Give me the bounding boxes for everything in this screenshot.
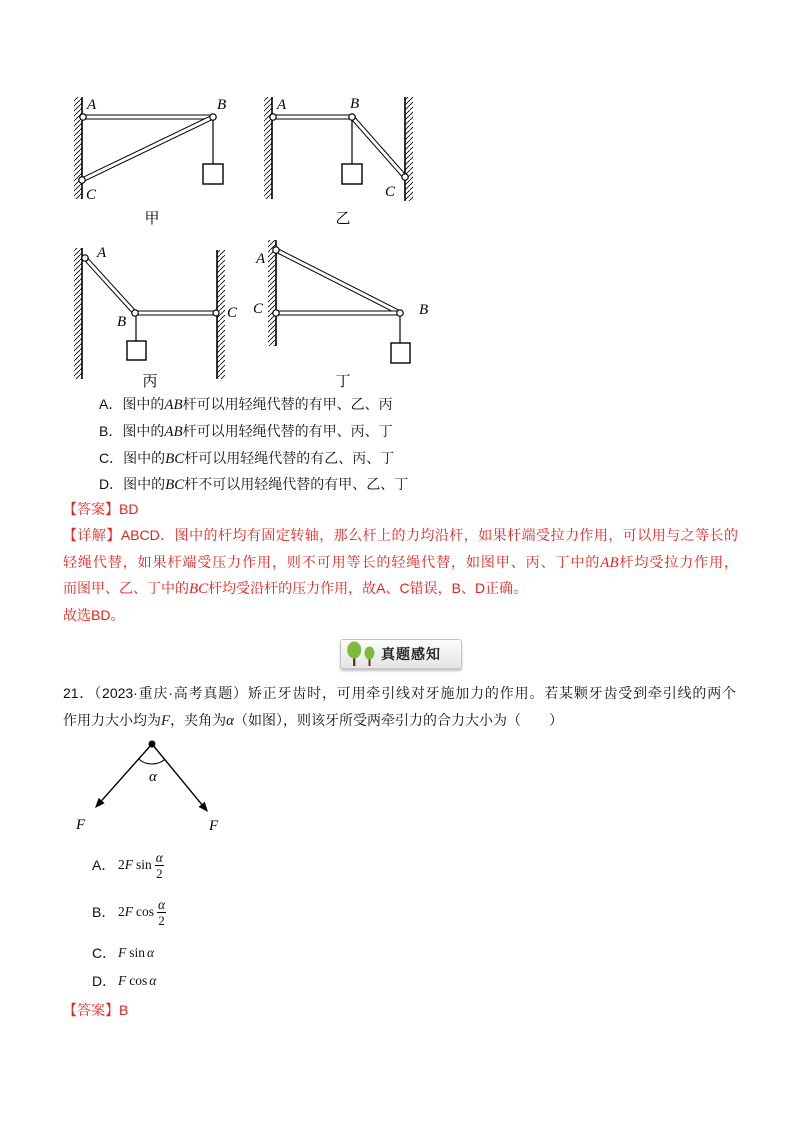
formula-variable: F <box>118 945 127 960</box>
formula-variable: F <box>124 904 133 919</box>
fraction-numerator: α <box>155 849 163 865</box>
formula-function: cos <box>129 973 148 988</box>
question-number: 21． <box>63 685 95 701</box>
label-a: A <box>256 251 266 267</box>
question-text: ，夹角为 <box>170 712 227 728</box>
pin-b <box>349 114 355 120</box>
figure-caption: 乙 <box>335 211 351 227</box>
q21-option-c <box>92 943 154 963</box>
wall-hatch-left <box>264 97 272 199</box>
weight-block <box>391 343 410 363</box>
q20-option-b <box>99 421 393 441</box>
answer-value: B <box>119 1002 129 1018</box>
rod-name: BC <box>165 451 185 467</box>
option-text: 图中的 <box>123 476 166 492</box>
section-badge <box>340 639 462 669</box>
tooth-point <box>149 741 156 748</box>
formula-argument: α <box>149 973 157 988</box>
label-a: A <box>87 97 97 113</box>
label-a: A <box>277 97 287 113</box>
formula-variable: F <box>124 857 133 872</box>
pin-b <box>210 114 216 120</box>
option-text: 杆可以用轻绳代替的有甲、乙、丙 <box>182 396 393 412</box>
option-text: 图中的 <box>122 423 165 439</box>
explanation-text: ABCD．图中的杆均有固定转轴，那么杆上的力均沿杆，如果杆端受拉力作用，可以用与之等长的 <box>120 527 738 543</box>
option-formula <box>118 973 156 989</box>
explanation-label: 【详解】 <box>63 527 121 543</box>
figure-bing <box>74 245 238 390</box>
question-text: 矫正牙齿时，可用牵引线对牙施加力的作用。若某颗牙齿受到牵引线的两个 <box>247 685 737 701</box>
force-arrow-left <box>102 744 152 801</box>
option-letter: D． <box>92 973 117 989</box>
figure-caption: 甲 <box>144 211 160 227</box>
pin-c <box>273 310 279 316</box>
option-letter: C． <box>92 945 117 961</box>
explanation-text: 而图甲、乙、丁中的 <box>63 580 189 596</box>
weight-block <box>342 164 362 184</box>
rod-name: AB <box>164 397 183 413</box>
explanation-line-1 <box>63 525 738 545</box>
explanation-text: 杆均受沿杆的压力作用，故A、C错误，B、D正确。 <box>208 580 528 596</box>
rod-figures <box>0 0 800 392</box>
option-text: 图中的 <box>123 450 166 466</box>
q21-option-a <box>92 849 164 881</box>
wall-hatch <box>74 97 82 199</box>
question-text: 作用力大小均为 <box>63 712 161 728</box>
label-a: A <box>97 245 107 261</box>
fraction-numerator: α <box>158 896 166 912</box>
answer-label: 【答案】 <box>63 1002 119 1018</box>
section-badge-label: 真题感知 <box>381 646 441 662</box>
option-formula <box>118 945 154 961</box>
explanation-conclusion: 故选BD。 <box>63 607 125 623</box>
angle-label: α <box>149 769 157 785</box>
option-formula <box>118 897 166 928</box>
pin-a <box>273 247 279 253</box>
tree-icon <box>345 641 379 667</box>
option-letter: B． <box>92 904 116 920</box>
option-letter: A． <box>92 857 116 873</box>
q20-answer <box>63 499 138 519</box>
force-label-right: F <box>209 818 219 834</box>
formula-fraction <box>157 897 166 928</box>
wall-hatch-left <box>74 248 82 379</box>
q21-answer <box>63 1000 128 1020</box>
wall-hatch <box>268 240 276 346</box>
figure-caption: 丁 <box>335 374 351 390</box>
fraction-denominator: 2 <box>156 865 163 881</box>
weight-block <box>127 341 146 360</box>
fraction-denominator: 2 <box>158 912 165 928</box>
answer-value: BD <box>119 501 139 517</box>
rod-ab <box>84 257 137 315</box>
option-text: 杆不可以用轻绳代替的有甲、乙、丁 <box>184 476 409 492</box>
rod-name: BC <box>165 477 185 493</box>
pin-a <box>80 114 86 120</box>
pin-c <box>79 177 85 183</box>
question-text: （如图），则该牙所受两牵引力的合力大小为（ ） <box>234 712 564 728</box>
pin-a <box>82 255 88 261</box>
rod-ab <box>275 248 401 315</box>
force-figure <box>60 730 240 840</box>
option-letter: A． <box>99 396 123 412</box>
q20-option-d <box>99 474 408 494</box>
question-source: （2023·重庆·高考真题） <box>94 685 248 701</box>
rod-name: BC <box>189 581 209 597</box>
pin-a <box>270 114 276 120</box>
tree-crown <box>365 647 375 660</box>
label-c: C <box>86 187 97 203</box>
angle-arc <box>139 759 165 764</box>
formula-argument: α <box>147 945 155 960</box>
figure-caption: 丙 <box>142 374 158 390</box>
force-arrow-right <box>152 744 202 804</box>
q21-stem-line-2 <box>63 710 563 730</box>
force-label-left: F <box>76 817 86 833</box>
pin-c <box>402 174 408 180</box>
formula-fraction <box>155 850 164 881</box>
angle-symbol: α <box>226 713 235 729</box>
label-c: C <box>227 305 238 321</box>
label-b: B <box>117 314 127 330</box>
option-text: 杆可以用轻绳代替的有乙、丙、丁 <box>184 450 395 466</box>
q20-option-c <box>99 448 394 468</box>
label-c: C <box>385 184 396 200</box>
force-symbol: F <box>161 713 171 729</box>
rod-ab <box>83 115 213 119</box>
q20-option-a <box>99 394 393 414</box>
pin-b <box>397 310 403 316</box>
label-b: B <box>350 96 360 112</box>
formula-coefficient: 2 <box>118 904 125 919</box>
option-letter: D． <box>99 476 124 492</box>
label-c: C <box>253 301 264 317</box>
explanation-text: 杆均受拉力作用， <box>618 554 739 570</box>
option-formula <box>118 850 164 881</box>
tree-crown <box>347 642 361 659</box>
q21-option-d <box>92 971 156 991</box>
option-text: 杆可以用轻绳代替的有甲、丙、丁 <box>182 423 393 439</box>
weight-block <box>203 164 223 184</box>
figure-yi <box>264 96 413 227</box>
pin-b <box>132 310 138 316</box>
wall-hatch-right <box>405 97 413 201</box>
label-b: B <box>419 302 429 318</box>
formula-coefficient: 2 <box>118 857 125 872</box>
q21-option-b <box>92 896 166 928</box>
explanation-text: 轻绳代替，如果杆端受压力作用，则不可用等长的轻绳代替，如图甲、丙、丁中的 <box>63 554 601 570</box>
rod-ab <box>273 115 352 119</box>
formula-variable: F <box>118 973 127 988</box>
formula-function: sin <box>136 857 152 872</box>
label-b: B <box>217 97 227 113</box>
option-text: 图中的 <box>122 396 165 412</box>
option-letter: B． <box>99 423 123 439</box>
rod-name: AB <box>600 555 619 571</box>
formula-function: cos <box>136 904 154 919</box>
rod-cb <box>276 311 400 315</box>
pin-c <box>213 310 219 316</box>
q21-stem-line-1 <box>63 683 736 703</box>
rod-bc <box>81 115 214 182</box>
figure-ding <box>253 240 428 390</box>
explanation-line-2 <box>63 552 738 572</box>
explanation-line-3 <box>63 578 527 598</box>
option-letter: C． <box>99 450 124 466</box>
figure-jia <box>74 97 226 227</box>
answer-label: 【答案】 <box>63 501 119 517</box>
rod-bc <box>135 311 217 315</box>
rod-name: AB <box>164 424 183 440</box>
formula-function: sin <box>129 945 146 960</box>
